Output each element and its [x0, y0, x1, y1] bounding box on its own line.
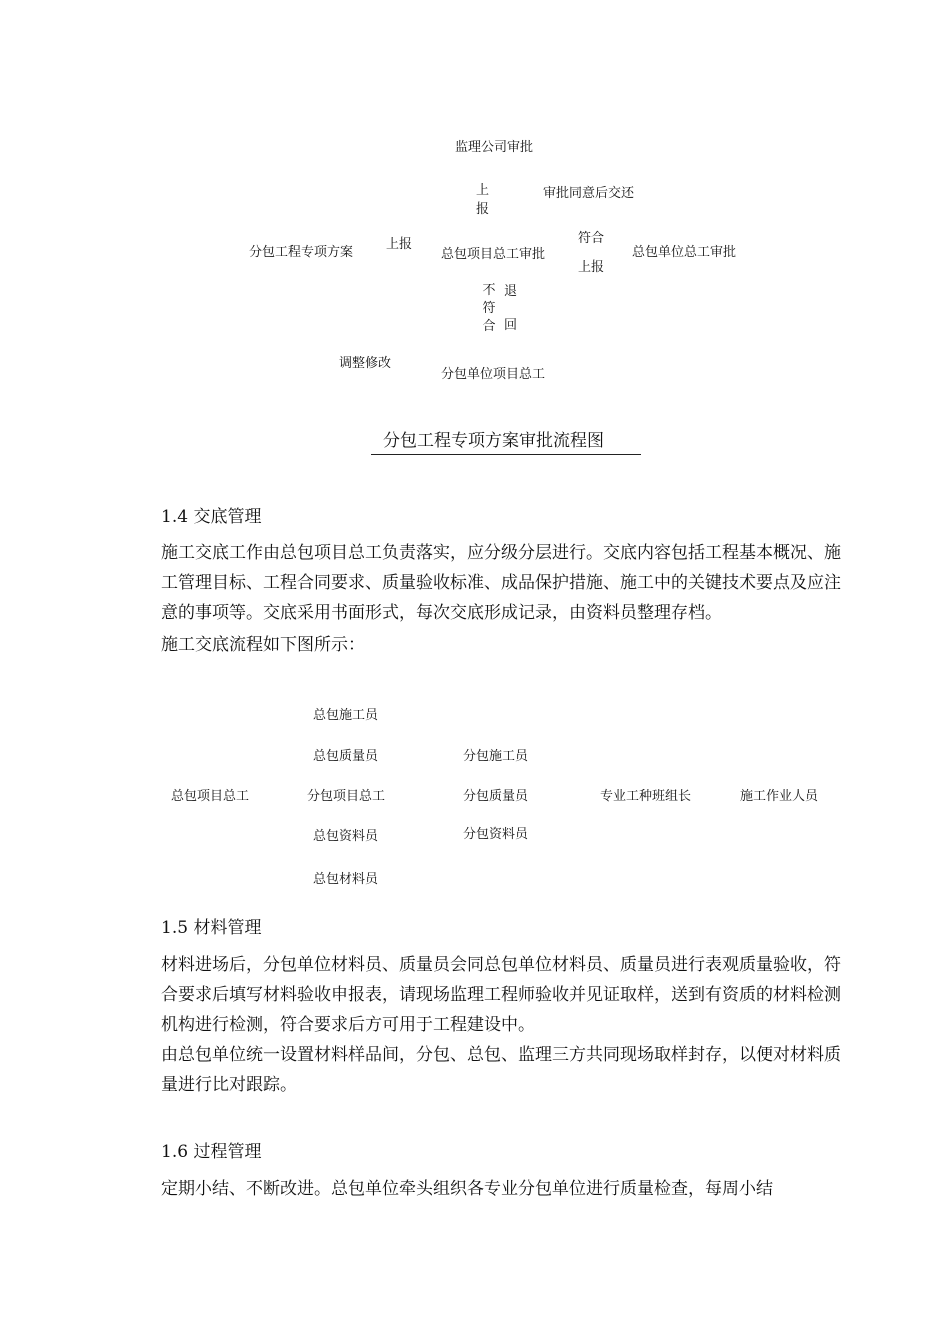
node-subcontract-plan: 分包工程专项方案	[249, 245, 354, 260]
node-sub-constructor: 分包施工员	[463, 749, 529, 764]
label-conform-report: 上报	[578, 260, 605, 275]
section-1-4-para-1: 施工交底工作由总包项目总工负责落实，应分级分层进行。交底内容包括工程基本概况、施工管理目标、工程合同要求、质量验收标准、成品保护措施、施工中的关键技术要点及应注意的事项等。交底采用书面形式，每次交底形成记录，由资料员整理存档。	[161, 543, 841, 623]
section-heading-1-4: 1.4 交底管理	[161, 507, 262, 527]
node-gc-chief-approval: 总包项目总工审批	[441, 247, 546, 262]
section-1-5-para-1: 材料进场后，分包单位材料员、质量员会同总包单位材料员、质量员进行表观质量验收，符合要求后填写材料验收申报表，请现场监理工程师验收并见证取样，送到有资质的材料检测机构进行检测，符合要求后方可用于工程建设中。	[161, 955, 841, 1035]
label-approve-return: 审批同意后交还	[543, 186, 635, 201]
section-1-6-para-1: 定期小结、不断改进。总包单位牵头组织各专业分包单位进行质量检查，每周小结	[161, 1179, 773, 1199]
node-gc-material: 总包材料员	[313, 872, 379, 887]
node-team-leader: 专业工种班组长	[600, 789, 692, 804]
label-report-up-top: 上	[476, 183, 490, 198]
node-sub-unit-chief: 分包单位项目总工	[441, 367, 546, 382]
label-conform: 符合	[578, 231, 605, 246]
section-1-6-body	[161, 1174, 841, 1204]
section-1-5-body	[161, 950, 841, 1100]
caption-underline	[371, 454, 641, 455]
label-not-conform-3: 合	[482, 319, 496, 334]
section-heading-1-5: 1.5 材料管理	[161, 918, 262, 938]
label-return-2: 回	[504, 318, 518, 333]
section-1-4-body	[161, 538, 841, 660]
node-sub-chief: 分包项目总工	[307, 789, 386, 804]
label-not-conform-2: 符	[482, 301, 496, 316]
section-heading-1-6: 1.6 过程管理	[161, 1142, 262, 1162]
node-gc-chief: 总包项目总工	[171, 789, 250, 804]
label-report-up-left: 上报	[386, 237, 413, 252]
node-workers: 施工作业人员	[740, 789, 819, 804]
label-report-up-bottom: 报	[476, 202, 490, 217]
section-1-5-para-2: 由总包单位统一设置材料样品间，分包、总包、监理三方共同现场取样封存，以便对材料质量进行比对跟踪。	[161, 1045, 841, 1095]
node-gc-constructor: 总包施工员	[313, 708, 379, 723]
node-supervisor-approval: 监理公司审批	[455, 140, 534, 155]
node-sub-docs: 分包资料员	[463, 827, 529, 842]
label-adjust-modify: 调整修改	[339, 356, 392, 371]
label-return-1: 退	[504, 284, 518, 299]
node-gc-docs: 总包资料员	[313, 829, 379, 844]
node-sub-quality: 分包质量员	[463, 789, 529, 804]
label-not-conform	[482, 282, 496, 336]
node-gc-quality: 总包质量员	[313, 749, 379, 764]
node-gc-unit-chief-approval: 总包单位总工审批	[632, 245, 737, 260]
label-not-conform-1: 不	[482, 283, 496, 298]
flowchart-caption: 分包工程专项方案审批流程图	[383, 431, 604, 451]
section-1-4-para-2: 施工交底流程如下图所示：	[161, 635, 365, 655]
